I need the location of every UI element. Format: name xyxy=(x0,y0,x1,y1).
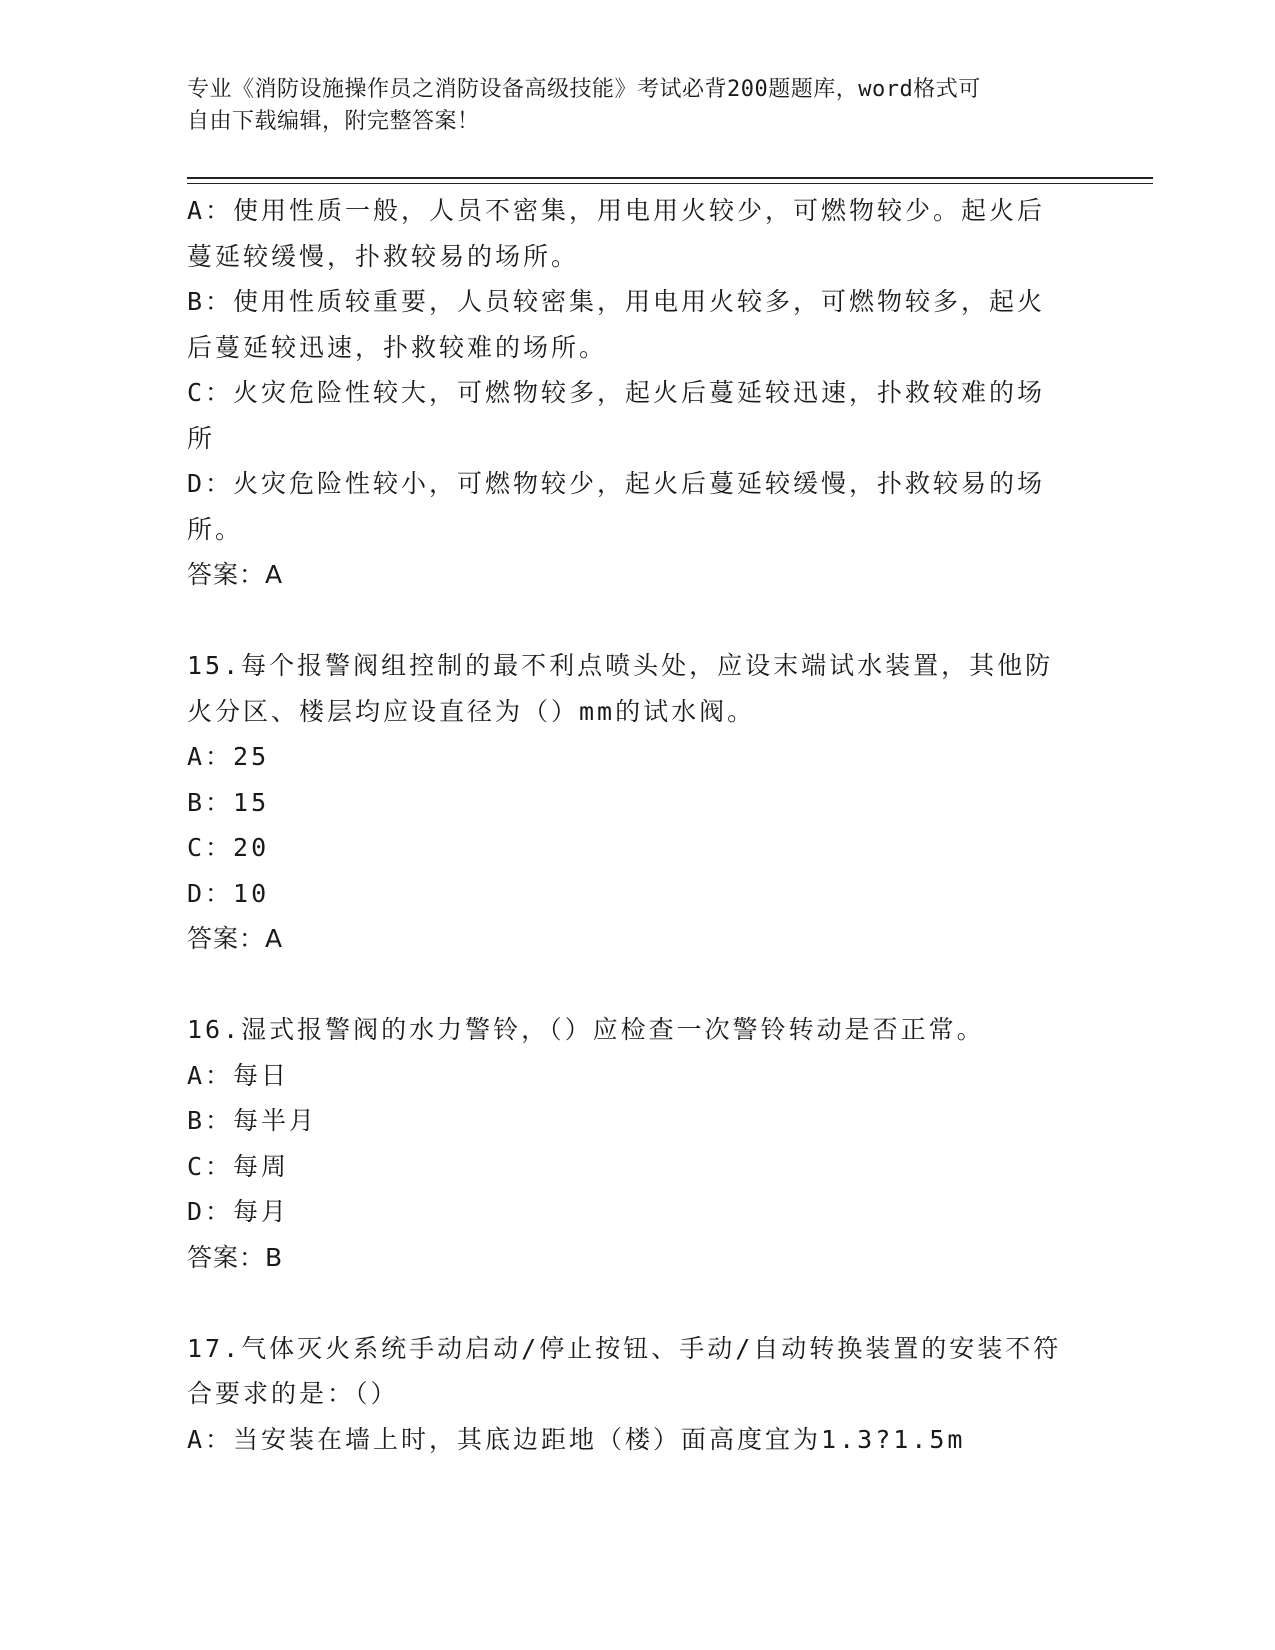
option-a: A：每日 xyxy=(187,1060,290,1090)
header-divider-thick xyxy=(187,177,1153,179)
option-c-line-1: C：火灾危险性较大，可燃物较多，起火后蔓延较迅速，扑救较难的场 xyxy=(187,378,1046,407)
question-15 xyxy=(187,643,1077,962)
option-b-line-2: 后蔓延较迅速，扑救较难的场所。 xyxy=(187,332,608,362)
option-b-line-1: B：使用性质较重要，人员较密集，用电用火较多，可燃物较多，起火 xyxy=(187,287,1046,316)
option-c-line-2: 所 xyxy=(187,423,216,453)
option-a-line-2: 蔓延较缓慢，扑救较易的场所。 xyxy=(187,241,580,271)
option-a-line-1: A：使用性质一般，人员不密集，用电用火较少，可燃物较少。起火后 xyxy=(187,196,1046,225)
option-d-line-1: D：火灾危险性较小，可燃物较少，起火后蔓延较缓慢，扑救较易的场 xyxy=(187,469,1046,498)
option-b: B：15 xyxy=(187,787,270,817)
question-stem-line-1: 16.湿式报警阀的水力警铃，（）应检查一次警铃转动是否正常。 xyxy=(187,1015,985,1044)
question-list xyxy=(187,188,1077,1462)
option-c: C：20 xyxy=(187,833,270,862)
option-a: A：当安装在墙上时，其底边距地（楼）面高度宜为1.3?1.5m xyxy=(187,1424,966,1454)
option-d: D：10 xyxy=(187,878,270,908)
header-title-line-2: 自由下载编辑，附完整答案！ xyxy=(187,109,480,134)
option-d: D：每月 xyxy=(187,1197,290,1226)
spacer xyxy=(187,598,1077,644)
question-stem-line-2: 火分区、楼层均应设直径为（）mm的试水阀。 xyxy=(187,696,756,726)
answer-line: 答案：B xyxy=(187,1242,284,1272)
question-14 xyxy=(187,188,1077,598)
question-stem-line-1: 15.每个报警阀组控制的最不利点喷头处，应设末端试水装置，其他防 xyxy=(187,651,1054,680)
question-16 xyxy=(187,1007,1077,1280)
header-title-line-1: 专业《消防设施操作员之消防设备高级技能》考试必背200题题库，word格式可 xyxy=(187,77,981,102)
question-stem-line-2: 合要求的是：（） xyxy=(187,1379,399,1408)
spacer xyxy=(187,962,1077,1008)
header-divider-thin xyxy=(187,183,1153,184)
answer-line: 答案：A xyxy=(187,924,284,953)
answer-line: 答案：A xyxy=(187,560,284,589)
question-17 xyxy=(187,1326,1077,1463)
spacer xyxy=(187,1280,1077,1326)
document-header xyxy=(187,74,1067,138)
question-stem-line-1: 17.气体灭火系统手动启动/停止按钮、手动/自动转换装置的安装不符 xyxy=(187,1333,1062,1363)
option-a: A：25 xyxy=(187,742,270,771)
option-b: B：每半月 xyxy=(187,1106,318,1135)
option-d-line-2: 所。 xyxy=(187,514,244,544)
option-c: C：每周 xyxy=(187,1151,290,1181)
